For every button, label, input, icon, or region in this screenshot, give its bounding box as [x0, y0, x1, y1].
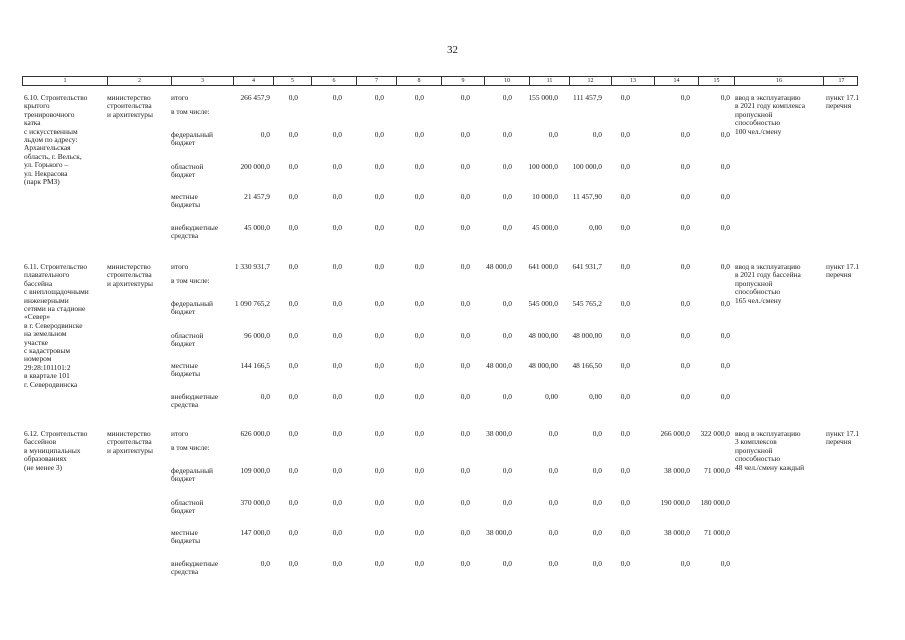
value-cell: 0,0	[288, 498, 298, 507]
value-cell: 0,0	[460, 192, 470, 201]
value-cell: 0,0	[332, 93, 342, 102]
value-cell: 322 000,0	[700, 429, 730, 438]
value-cell: 0,0	[332, 299, 342, 308]
value-cell: 0,0	[332, 392, 342, 401]
value-cell: 0,0	[414, 466, 424, 475]
value-cell: 45 000,0	[532, 223, 558, 232]
value-cell: 0,0	[620, 130, 630, 139]
value-cell: 0,0	[502, 93, 512, 102]
value-cell: 0,0	[414, 498, 424, 507]
row-label: итого	[171, 93, 189, 102]
value-cell: 0,0	[374, 192, 384, 201]
value-cell: 0,0	[288, 262, 298, 271]
row-label-including: в том числе:	[171, 443, 210, 452]
value-cell: 0,0	[460, 559, 470, 568]
value-cell: 0,0	[414, 299, 424, 308]
value-cell: 0,0	[620, 262, 630, 271]
value-cell: 100 000,0	[572, 162, 602, 171]
value-cell: 0,0	[592, 429, 602, 438]
value-cell: 0,0	[620, 192, 630, 201]
value-cell: 0,0	[460, 162, 470, 171]
value-cell: 0,0	[592, 130, 602, 139]
value-cell: 38 000,0	[664, 466, 690, 475]
value-cell: 0,0	[502, 498, 512, 507]
value-cell: 0,0	[720, 262, 730, 271]
value-cell: 0,0	[332, 361, 342, 370]
row-label: областной бюджет	[171, 162, 204, 180]
value-cell: 48 000,0	[486, 262, 512, 271]
column-number: 16	[734, 77, 823, 85]
value-cell: 0,0	[548, 429, 558, 438]
row-label: федеральный бюджет	[171, 130, 213, 148]
value-cell: 0,0	[620, 299, 630, 308]
value-cell: 370 000,0	[240, 498, 270, 507]
value-cell: 0,0	[374, 93, 384, 102]
value-cell: 0,0	[548, 498, 558, 507]
reference: пункт 17.1 перечня	[826, 93, 860, 111]
value-cell: 0,0	[288, 299, 298, 308]
value-cell: 0,0	[332, 528, 342, 537]
value-cell: 45 000,0	[244, 223, 270, 232]
value-cell: 0,0	[414, 130, 424, 139]
column-number: 6	[311, 77, 356, 85]
value-cell: 0,0	[332, 162, 342, 171]
value-cell: 0,0	[288, 162, 298, 171]
column-number: 9	[441, 77, 484, 85]
executor: министерство строительства и архитектуры	[107, 93, 153, 119]
value-cell: 0,0	[460, 466, 470, 475]
value-cell: 0,0	[332, 498, 342, 507]
value-cell: 0,0	[288, 130, 298, 139]
value-cell: 0,0	[288, 93, 298, 102]
value-cell: 0,0	[460, 262, 470, 271]
value-cell: 641 931,7	[572, 262, 602, 271]
value-cell: 0,0	[260, 559, 270, 568]
column-number: 2	[107, 77, 171, 85]
value-cell: 0,0	[680, 130, 690, 139]
value-cell: 38 000,0	[486, 528, 512, 537]
value-cell: 0,0	[414, 93, 424, 102]
value-cell: 0,0	[374, 392, 384, 401]
value-cell: 0,0	[620, 466, 630, 475]
column-number: 1	[63, 78, 67, 84]
value-cell: 0,0	[620, 223, 630, 232]
value-cell: 38 000,0	[664, 528, 690, 537]
value-cell: 0,0	[620, 93, 630, 102]
value-cell: 0,0	[460, 392, 470, 401]
value-cell: 0,0	[548, 466, 558, 475]
column-number: 3	[171, 77, 233, 85]
value-cell: 0,0	[680, 223, 690, 232]
value-cell: 0,0	[720, 559, 730, 568]
row-label: внебюджетные средства	[171, 223, 219, 241]
section-title: 6.12. Строительство бассейнов в муниципальных образованиях (не менее 3)	[24, 429, 88, 472]
reference: пункт 17.1 перечня	[826, 262, 860, 280]
value-cell: 147 000,0	[240, 528, 270, 537]
value-cell: 38 000,0	[486, 429, 512, 438]
value-cell: 0,0	[460, 429, 470, 438]
value-cell: 0,0	[460, 361, 470, 370]
column-number: 10	[484, 77, 529, 85]
value-cell: 0,0	[288, 223, 298, 232]
value-cell: 0,0	[720, 361, 730, 370]
value-cell: 0,0	[460, 223, 470, 232]
value-cell: 0,0	[620, 429, 630, 438]
value-cell: 96 000,0	[244, 331, 270, 340]
result-description: ввод в эксплуатацию 3 комплексов пропускной способностью 48 чел./смену каждый	[735, 429, 805, 472]
row-label-including: в том числе:	[171, 107, 210, 116]
value-cell: 641 000,0	[528, 262, 558, 271]
value-cell: 0,0	[374, 429, 384, 438]
value-cell: 0,0	[288, 528, 298, 537]
value-cell: 0,0	[332, 130, 342, 139]
row-label: федеральный бюджет	[171, 299, 213, 317]
value-cell: 0,00	[589, 392, 602, 401]
value-cell: 0,0	[720, 192, 730, 201]
value-cell: 0,0	[414, 223, 424, 232]
value-cell: 71 000,0	[704, 466, 730, 475]
value-cell: 0,0	[460, 299, 470, 308]
column-number: 14	[654, 77, 698, 85]
value-cell: 0,0	[502, 192, 512, 201]
value-cell: 0,0	[374, 223, 384, 232]
value-cell: 0,0	[374, 559, 384, 568]
value-cell: 0,0	[620, 559, 630, 568]
value-cell: 0,0	[720, 223, 730, 232]
value-cell: 200 000,0	[240, 162, 270, 171]
value-cell: 0,0	[502, 331, 512, 340]
value-cell: 0,0	[502, 223, 512, 232]
value-cell: 0,0	[414, 528, 424, 537]
value-cell: 0,0	[502, 559, 512, 568]
value-cell: 0,0	[374, 498, 384, 507]
reference: пункт 17.1 перечня	[826, 429, 860, 447]
value-cell: 626 000,0	[240, 429, 270, 438]
value-cell: 109 000,0	[240, 466, 270, 475]
value-cell: 0,0	[288, 559, 298, 568]
value-cell: 0,0	[620, 331, 630, 340]
value-cell: 0,0	[680, 93, 690, 102]
value-cell: 0,0	[414, 162, 424, 171]
value-cell: 0,0	[680, 162, 690, 171]
value-cell: 0,0	[414, 262, 424, 271]
value-cell: 0,0	[332, 559, 342, 568]
column-number: 5	[273, 77, 311, 85]
value-cell: 0,0	[460, 528, 470, 537]
value-cell: 0,0	[502, 392, 512, 401]
value-cell: 0,0	[620, 162, 630, 171]
value-cell: 180 000,0	[700, 498, 730, 507]
value-cell: 0,0	[720, 130, 730, 139]
value-cell: 48 166,50	[572, 361, 602, 370]
value-cell: 0,0	[720, 162, 730, 171]
value-cell: 0,0	[680, 361, 690, 370]
row-label: федеральный бюджет	[171, 466, 213, 484]
value-cell: 0,0	[374, 162, 384, 171]
value-cell: 0,0	[502, 299, 512, 308]
value-cell: 0,0	[374, 528, 384, 537]
value-cell: 0,0	[288, 361, 298, 370]
value-cell: 0,0	[460, 331, 470, 340]
value-cell: 266 000,0	[660, 429, 690, 438]
value-cell: 1 330 931,7	[234, 262, 270, 271]
value-cell: 0,0	[548, 528, 558, 537]
result-description: ввод в эксплуатацию в 2021 году бассейна пропускной способностью 165 чел./смену	[735, 262, 801, 305]
executor: министерство строительства и архитектуры	[107, 262, 153, 288]
row-label: итого	[171, 262, 189, 271]
executor: министерство строительства и архитектуры	[107, 429, 153, 455]
value-cell: 48 000,0	[486, 361, 512, 370]
value-cell: 0,0	[680, 392, 690, 401]
value-cell: 0,0	[374, 299, 384, 308]
row-label-including: в том числе:	[171, 276, 210, 285]
value-cell: 0,0	[720, 93, 730, 102]
column-number: 8	[396, 77, 441, 85]
value-cell: 0,0	[460, 130, 470, 139]
column-number-row	[22, 76, 858, 86]
value-cell: 0,0	[414, 192, 424, 201]
value-cell: 0,00	[545, 392, 558, 401]
value-cell: 0,0	[680, 559, 690, 568]
value-cell: 0,0	[288, 192, 298, 201]
value-cell: 545 765,2	[572, 299, 602, 308]
column-number: 12	[569, 77, 611, 85]
column-number: 13	[611, 77, 654, 85]
value-cell: 0,0	[332, 466, 342, 475]
value-cell: 0,0	[592, 528, 602, 537]
column-number: 4	[233, 77, 273, 85]
value-cell: 0,0	[332, 223, 342, 232]
value-cell: 0,0	[288, 429, 298, 438]
value-cell: 48 000,00	[572, 331, 602, 340]
value-cell: 0,0	[720, 299, 730, 308]
value-cell: 144 166,5	[240, 361, 270, 370]
value-cell: 111 457,9	[572, 93, 602, 102]
value-cell: 0,0	[592, 498, 602, 507]
value-cell: 0,0	[374, 130, 384, 139]
value-cell: 0,0	[288, 331, 298, 340]
value-cell: 0,00	[589, 223, 602, 232]
row-label: местные бюджеты	[171, 361, 201, 379]
row-label: итого	[171, 429, 189, 438]
value-cell: 0,0	[260, 392, 270, 401]
value-cell: 71 000,0	[704, 528, 730, 537]
value-cell: 0,0	[332, 429, 342, 438]
value-cell: 0,0	[332, 331, 342, 340]
value-cell: 1 090 765,2	[234, 299, 270, 308]
value-cell: 0,0	[502, 162, 512, 171]
value-cell: 0,0	[680, 262, 690, 271]
value-cell: 0,0	[374, 331, 384, 340]
value-cell: 0,0	[414, 331, 424, 340]
value-cell: 0,0	[720, 331, 730, 340]
value-cell: 0,0	[720, 392, 730, 401]
value-cell: 0,0	[548, 559, 558, 568]
value-cell: 0,0	[332, 192, 342, 201]
value-cell: 0,0	[502, 130, 512, 139]
value-cell: 0,0	[620, 528, 630, 537]
value-cell: 0,0	[460, 93, 470, 102]
value-cell: 0,0	[460, 498, 470, 507]
value-cell: 0,0	[260, 130, 270, 139]
value-cell: 0,0	[414, 361, 424, 370]
value-cell: 21 457,9	[244, 192, 270, 201]
value-cell: 0,0	[680, 192, 690, 201]
value-cell: 0,0	[288, 466, 298, 475]
row-label: внебюджетные средства	[171, 392, 219, 410]
value-cell: 0,0	[288, 392, 298, 401]
row-label: местные бюджеты	[171, 528, 201, 546]
value-cell: 0,0	[548, 130, 558, 139]
value-cell: 0,0	[332, 262, 342, 271]
value-cell: 266 457,9	[240, 93, 270, 102]
value-cell: 0,0	[374, 262, 384, 271]
value-cell: 0,0	[620, 361, 630, 370]
value-cell: 0,0	[620, 498, 630, 507]
value-cell: 0,0	[414, 429, 424, 438]
value-cell: 10 000,0	[532, 192, 558, 201]
page-number: 32	[447, 44, 458, 56]
value-cell: 48 000,00	[528, 361, 558, 370]
section-title: 6.11. Строительство плавательного бассейна с внеплощадочными инженерными сетями на стадионе «Север» в г. Северодвинске на земельном участке с кадастровым номером 29:28:101101:2 в квартале 101 г. Северодвинска	[24, 262, 89, 389]
value-cell: 100 000,0	[528, 162, 558, 171]
column-number: 15	[698, 77, 734, 85]
column-number: 17	[823, 77, 859, 85]
value-cell: 48 000,00	[528, 331, 558, 340]
value-cell: 0,0	[374, 361, 384, 370]
row-label: областной бюджет	[171, 498, 204, 516]
row-label: внебюджетные средства	[171, 559, 219, 577]
section-title: 6.10. Строительство крытого тренировочного катка с искусственным льдом по адресу: Архангельская область, г. Вельск, ул. Горького – ул. Некрасова (парк РМЗ)	[24, 93, 88, 187]
row-label: местные бюджеты	[171, 192, 201, 210]
value-cell: 11 457,90	[572, 192, 602, 201]
value-cell: 0,0	[592, 559, 602, 568]
value-cell: 190 000,0	[660, 498, 690, 507]
value-cell: 0,0	[620, 392, 630, 401]
result-description: ввод в эксплуатацию в 2021 году комплекса пропускной способностью 100 чел./смену	[735, 93, 806, 136]
value-cell: 545 000,0	[528, 299, 558, 308]
column-number: 11	[529, 77, 569, 85]
value-cell: 0,0	[374, 466, 384, 475]
column-number: 7	[356, 77, 396, 85]
value-cell: 155 000,0	[528, 93, 558, 102]
value-cell: 0,0	[680, 331, 690, 340]
value-cell: 0,0	[414, 392, 424, 401]
value-cell: 0,0	[592, 466, 602, 475]
value-cell: 0,0	[680, 299, 690, 308]
value-cell: 0,0	[414, 559, 424, 568]
row-label: областной бюджет	[171, 331, 204, 349]
value-cell: 0,0	[502, 466, 512, 475]
